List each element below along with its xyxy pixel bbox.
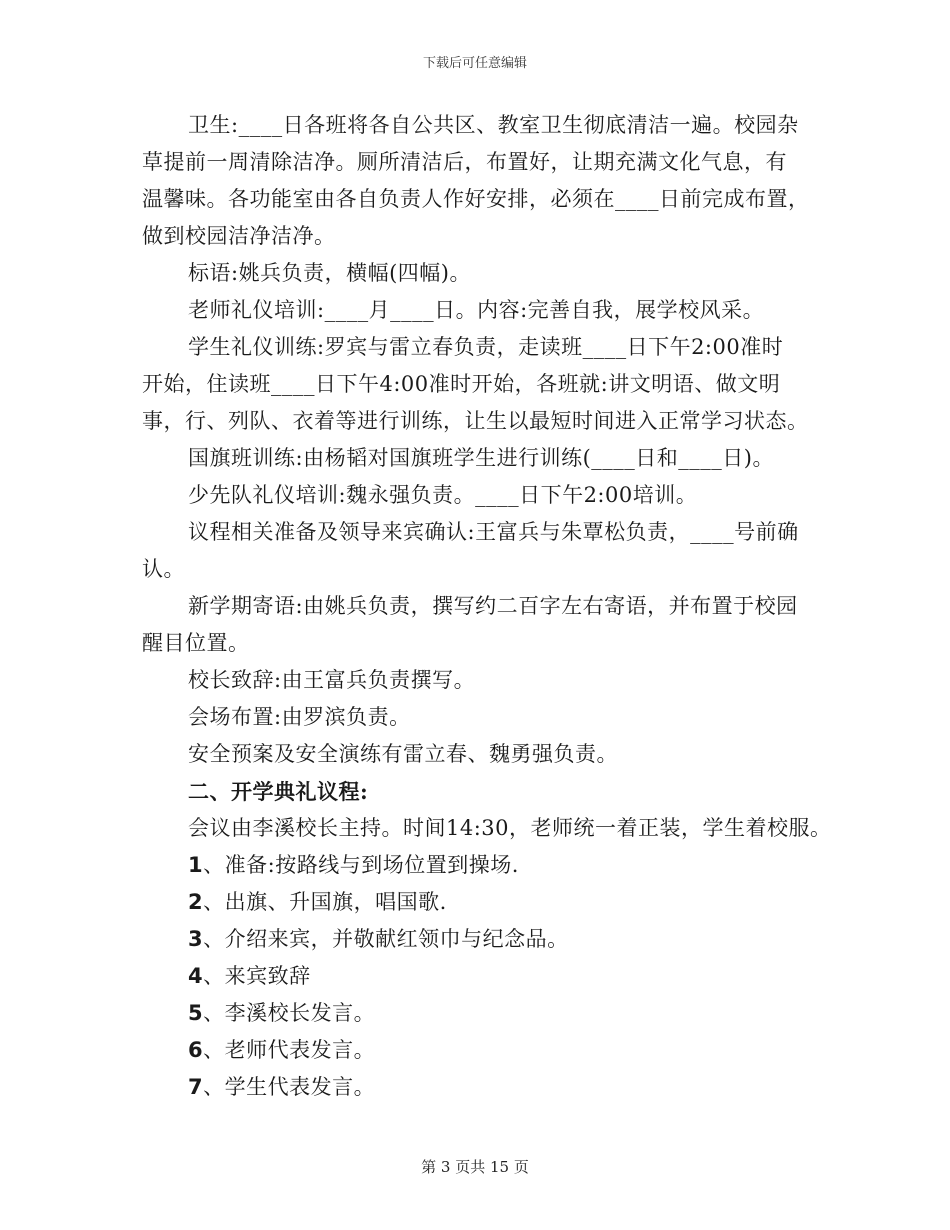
agenda-text: 、来宾致辞 — [203, 964, 311, 988]
paragraph-line: 会议由李溪校长主持。时间14:30，老师统一着正装，学生着校服。 — [188, 816, 832, 840]
paragraph-line: 新学期寄语:由姚兵负责，撰写约二百字左右寄语，并布置于校园 — [188, 594, 798, 618]
section-heading: 二、开学典礼议程: — [188, 779, 369, 804]
paragraph-line: 少先队礼仪培训:魏永强负责。____日下午2:00培训。 — [188, 483, 698, 507]
agenda-item — [142, 847, 842, 884]
paragraph-line: 校长致辞:由王富兵负责撰写。 — [188, 668, 476, 692]
paragraph-line: 认。 — [142, 557, 185, 581]
paragraph-line: 草提前一周清除洁净。厕所清洁后，布置好，让期充满文化气息，有 — [142, 150, 787, 174]
page-header: 下载后可任意编辑 — [422, 56, 527, 71]
paragraph-line: 议程相关准备及领导来宾确认:王富兵与朱覃松负责，____号前确 — [188, 520, 799, 544]
agenda-text: 、准备:按路线与到场位置到操场. — [203, 853, 519, 877]
agenda-item — [142, 958, 842, 995]
paragraph-line: 会场布置:由罗滨负责。 — [188, 705, 411, 729]
agenda-item — [142, 921, 842, 958]
agenda-text: 、老师代表发言。 — [203, 1038, 376, 1062]
paragraph-line: 醒目位置。 — [142, 631, 250, 655]
paragraph-line: 老师礼仪培训:____月____日。内容:完善自我，展学校风采。 — [188, 298, 765, 322]
paragraph-line: 卫生:____日各班将各自公共区、教室卫生彻底清洁一遍。校园杂 — [188, 113, 799, 137]
page-footer: 第 3 页共 15 页 — [421, 1158, 529, 1176]
agenda-number: 1 — [188, 853, 204, 877]
agenda-text: 、介绍来宾，并敬献红领巾与纪念品。 — [203, 927, 569, 951]
paragraph-line: 做到校园洁净洁净。 — [142, 224, 336, 248]
agenda-text: 、学生代表发言。 — [203, 1075, 376, 1099]
paragraph-line: 安全预案及安全演练有雷立春、魏勇强负责。 — [188, 742, 618, 766]
agenda-number: 2 — [188, 890, 204, 914]
paragraph-line: 开始，住读班____日下午4:00准时开始，各班就:讲文明语、做文明 — [142, 372, 781, 396]
agenda-number: 4 — [188, 964, 204, 988]
paragraph-line: 学生礼仪训练:罗宾与雷立春负责，走读班____日下午2:00准时 — [188, 335, 784, 359]
paragraph-line: 国旗班训练:由杨韬对国旗班学生进行训练(____日和____日)。 — [188, 446, 774, 470]
agenda-item — [142, 1069, 842, 1106]
agenda-item — [142, 995, 842, 1032]
agenda-text: 、出旗、升国旗，唱国歌. — [203, 890, 447, 914]
agenda-number: 3 — [188, 927, 204, 951]
paragraph-line: 温馨味。各功能室由各自负责人作好安排，必须在____日前完成布置， — [142, 187, 810, 211]
document-body — [142, 107, 842, 1106]
agenda-item — [142, 1032, 842, 1069]
paragraph-line: 事，行、列队、衣着等进行训练，让生以最短时间进入正常学习状态。 — [142, 409, 809, 433]
agenda-number: 5 — [188, 1001, 204, 1025]
paragraph-line: 标语:姚兵负责，横幅(四幅)。 — [188, 261, 471, 285]
agenda-text: 、李溪校长发言。 — [203, 1001, 376, 1025]
agenda-number: 7 — [188, 1075, 204, 1099]
agenda-number: 6 — [188, 1038, 204, 1062]
agenda-item — [142, 884, 842, 921]
